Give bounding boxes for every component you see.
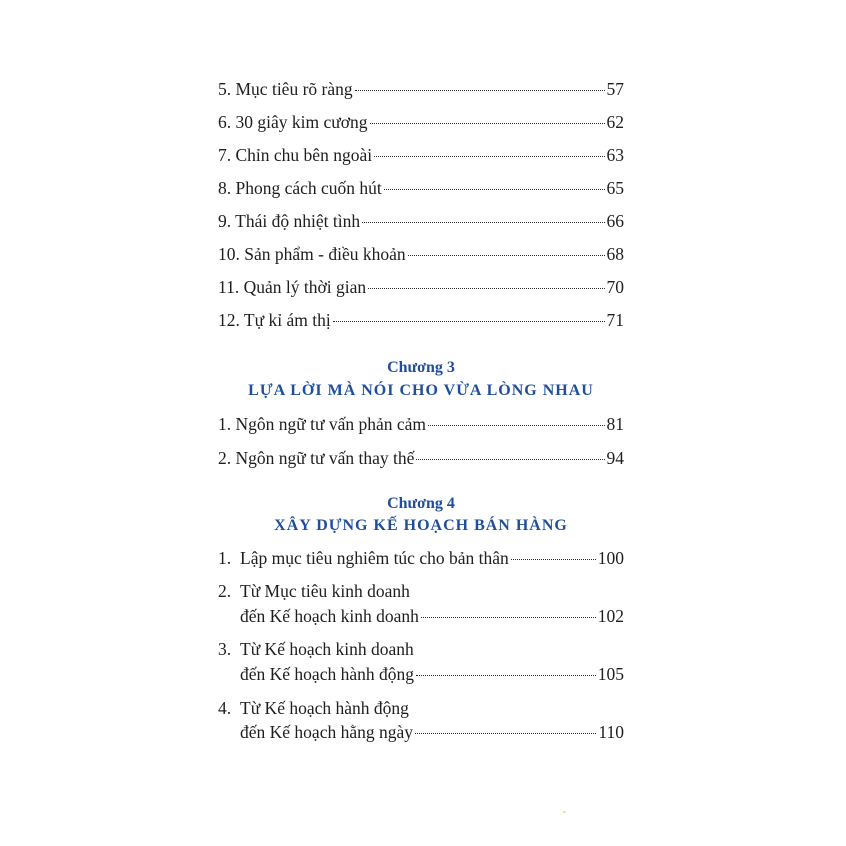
toc-entry-page: 105 [597, 664, 624, 684]
toc-entry[interactable] [218, 144, 624, 166]
dot-leader [416, 675, 596, 676]
toc-entry[interactable] [218, 210, 624, 232]
toc-entry-first-line[interactable] [218, 580, 410, 602]
dot-leader [368, 288, 604, 289]
toc-entry-title: 11. Quản lý thời gian [218, 277, 367, 297]
dot-leader [511, 559, 596, 560]
toc-entry[interactable] [218, 276, 624, 298]
toc-entry-page: 57 [606, 79, 624, 99]
toc-entry-title-cont: đến Kế hoạch hằng ngày [240, 722, 413, 742]
toc-entry-page: 71 [606, 310, 624, 330]
toc-entry-title: 2. Ngôn ngữ tư vấn thay thế [218, 448, 415, 468]
toc-entry[interactable] [218, 177, 624, 199]
toc-entry-title: Từ Kế hoạch hành động [240, 698, 409, 718]
dot-leader [428, 425, 604, 426]
toc-entry-title: 1. Ngôn ngữ tư vấn phản cảm [218, 414, 427, 434]
chapter-number: Chương 4 [387, 495, 455, 512]
toc-entry-title: 5. Mục tiêu rõ ràng [218, 79, 353, 99]
dot-leader [333, 321, 605, 322]
toc-entry-page: 81 [606, 414, 624, 434]
dot-leader [421, 617, 596, 618]
toc-entry[interactable] [218, 78, 624, 100]
toc-entry-title: 8. Phong cách cuốn hút [218, 178, 382, 198]
toc-entry-title: Từ Mục tiêu kinh doanh [240, 581, 410, 601]
toc-entry-index: 3. [218, 639, 232, 659]
toc-entry-page: 70 [606, 277, 624, 297]
toc-entry-page: 110 [598, 722, 624, 742]
dot-leader [362, 222, 604, 223]
toc-entry-title: 10. Sản phẩm - điều khoản [218, 244, 406, 264]
toc-entry-index: 1. [218, 548, 232, 568]
toc-entry-index: 4. [218, 698, 232, 718]
toc-entry-first-line[interactable] [218, 697, 409, 719]
toc-entry[interactable] [240, 721, 624, 743]
toc-entry-title: 7. Chỉn chu bên ngoài [218, 145, 373, 165]
toc-entry[interactable] [218, 111, 624, 133]
toc-entry-page: 100 [597, 548, 624, 568]
dot-leader [384, 189, 605, 190]
toc-entry-page: 94 [606, 448, 624, 468]
toc-entry[interactable] [218, 547, 624, 569]
dot-leader [415, 733, 596, 734]
toc-entry-title-cont: đến Kế hoạch kinh doanh [240, 606, 419, 626]
toc-entry-title: Lập mục tiêu nghiêm túc cho bản thân [240, 548, 509, 568]
dot-leader [408, 255, 605, 256]
toc-entry-first-line[interactable] [218, 638, 414, 660]
toc-entry-title: 12. Tự kỉ ám thị [218, 310, 331, 330]
toc-entry[interactable] [218, 243, 624, 265]
toc-entry[interactable] [218, 309, 624, 331]
toc-entry-page: 66 [606, 211, 624, 231]
toc-entry-page: 102 [597, 606, 624, 626]
chapter-title: LỰA LỜI MÀ NÓI CHO VỪA LÒNG NHAU [248, 382, 594, 399]
toc-entry[interactable] [240, 663, 624, 685]
toc-entry-page: 63 [606, 145, 624, 165]
dot-leader [374, 156, 604, 157]
toc-entry-title: 9. Thái độ nhiệt tình [218, 211, 361, 231]
toc-entry-title: 6. 30 giây kim cương [218, 112, 368, 132]
chapter-title: XÂY DỰNG KẾ HOẠCH BÁN HÀNG [274, 517, 568, 534]
toc-entry-page: 62 [606, 112, 624, 132]
toc-entry-page: 65 [606, 178, 624, 198]
chapter-number: Chương 3 [387, 359, 455, 376]
paper-speck [563, 811, 566, 813]
toc-entry-title-cont: đến Kế hoạch hành động [240, 664, 414, 684]
toc-entry-page: 68 [606, 244, 624, 264]
dot-leader [416, 459, 604, 460]
toc-entry[interactable] [218, 413, 624, 435]
toc-entry[interactable] [240, 605, 624, 627]
dot-leader [355, 90, 605, 91]
toc-entry[interactable] [218, 447, 624, 469]
toc-entry-title: Từ Kế hoạch kinh doanh [240, 639, 414, 659]
dot-leader [370, 123, 605, 124]
toc-entry-index: 2. [218, 581, 232, 601]
